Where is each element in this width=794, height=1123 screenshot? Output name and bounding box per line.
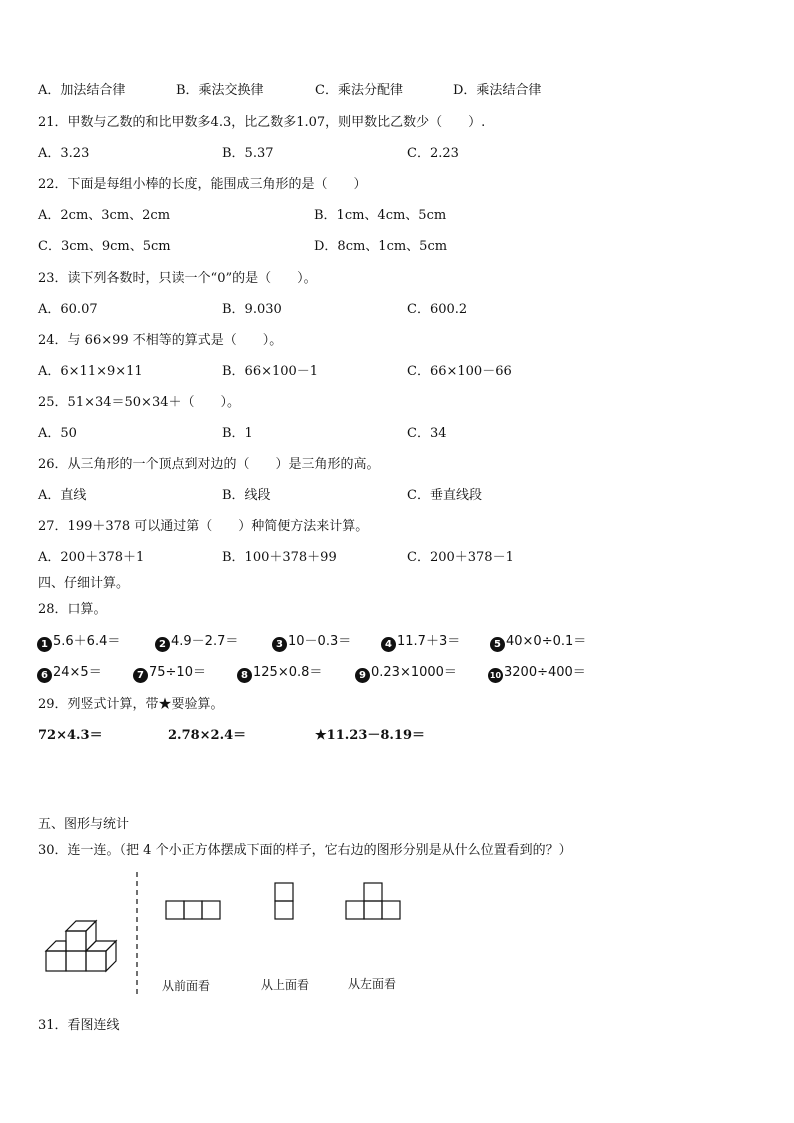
q28-expr-10: 3200÷400＝	[504, 665, 586, 680]
q29-stem: 29．列竖式计算，带★要验算。	[38, 697, 224, 712]
q21-option-c: C．2.23	[407, 146, 459, 161]
circled-number-8: 8	[237, 668, 252, 683]
q28-expr-3: 10－0.3＝	[288, 634, 352, 649]
q28-expr-6: 24×5＝	[53, 665, 102, 680]
circled-number-5: 5	[490, 637, 505, 652]
q28-item-7	[133, 664, 206, 683]
left-view-figure	[345, 882, 403, 922]
circled-number-10: 10	[488, 668, 503, 683]
q22-option-b: B．1cm、4cm、5cm	[314, 208, 447, 223]
q25-option-b: B．1	[222, 426, 253, 441]
section-4-heading: 四、仔细计算。	[38, 576, 130, 591]
label-top-view: 从上面看	[261, 978, 310, 992]
circled-number-9: 9	[355, 668, 370, 683]
q28-expr-9: 0.23×1000＝	[371, 665, 457, 680]
q25-option-c: C．34	[407, 426, 447, 441]
circled-number-4: 4	[381, 637, 396, 652]
q28-expr-7: 75÷10＝	[149, 665, 206, 680]
q31-stem: 31．看图连线	[38, 1018, 120, 1033]
q27-option-b: B．100＋378＋99	[222, 550, 337, 565]
q29-item-2: 2.78×2.4＝	[168, 728, 247, 743]
q28-item-9	[355, 664, 457, 683]
q28-expr-4: 11.7＋3＝	[397, 634, 461, 649]
q26-option-a: A．直线	[38, 488, 87, 503]
q23-option-b: B．9.030	[222, 302, 282, 317]
circled-number-3: 3	[272, 637, 287, 652]
q27-stem: 27．199＋378 可以通过第（ ）种简便方法来计算。	[38, 519, 369, 534]
circled-number-1: 1	[37, 637, 52, 652]
front-view-figure	[165, 900, 223, 922]
circled-number-6: 6	[37, 668, 52, 683]
q20-option-c: C．乘法分配律	[315, 83, 403, 98]
q28-item-2	[155, 633, 238, 652]
q28-stem: 28．口算。	[38, 602, 107, 617]
q24-option-b: B．66×100－1	[222, 364, 319, 379]
q28-item-8	[237, 664, 322, 683]
q25-option-a: A．50	[38, 426, 77, 441]
q20-option-d: D．乘法结合律	[453, 83, 542, 98]
q27-option-c: C．200＋378－1	[407, 550, 514, 565]
q28-item-6	[37, 664, 102, 683]
q25-stem: 25．51×34＝50×34＋（ ）。	[38, 395, 240, 410]
label-left-view: 从左面看	[348, 977, 397, 991]
q24-option-c: C．66×100－66	[407, 364, 512, 379]
q21-option-a: A．3.23	[38, 146, 90, 161]
circled-number-7: 7	[133, 668, 148, 683]
q30-stem: 30．连一连。（把 4 个小正方体摆成下面的样子，它右边的图形分别是从什么位置看到的？）	[38, 843, 572, 858]
q26-option-c: C．垂直线段	[407, 488, 482, 503]
section-5-heading: 五、图形与统计	[38, 817, 130, 832]
q28-expr-8: 125×0.8＝	[253, 665, 323, 680]
q23-option-a: A．60.07	[38, 302, 98, 317]
q22-option-c: C．3cm、9cm、5cm	[38, 239, 171, 254]
q20-option-b: B．乘法交换律	[176, 83, 264, 98]
q27-option-a: A．200＋378＋1	[38, 550, 145, 565]
top-view-figure	[274, 882, 296, 922]
q28-item-4	[381, 633, 460, 652]
q29-item-1: 72×4.3＝	[38, 728, 103, 743]
q22-option-a: A．2cm、3cm、2cm	[38, 208, 171, 223]
q28-item-3	[272, 633, 351, 652]
circled-number-2: 2	[155, 637, 170, 652]
q26-option-b: B．线段	[222, 488, 271, 503]
q21-option-b: B．5.37	[222, 146, 274, 161]
q24-stem: 24．与 66×99 不相等的算式是（ ）。	[38, 333, 283, 348]
q28-expr-5: 40×0÷0.1＝	[506, 634, 587, 649]
cube-stack-figure	[40, 912, 130, 982]
q23-option-c: C．600.2	[407, 302, 468, 317]
q28-expr-1: 5.6＋6.4＝	[53, 634, 121, 649]
label-front-view: 从前面看	[162, 979, 211, 993]
q23-stem: 23．读下列各数时，只读一个“0”的是（ ）。	[38, 271, 317, 286]
q29-item-3: ★11.23－8.19＝	[315, 728, 426, 743]
q24-option-a: A．6×11×9×11	[38, 364, 143, 379]
q22-stem: 22．下面是每组小棒的长度，能围成三角形的是（ ）	[38, 177, 367, 192]
q22-option-d: D．8cm、1cm、5cm	[314, 239, 448, 254]
q26-stem: 26．从三角形的一个顶点到对边的（ ）是三角形的高。	[38, 457, 380, 472]
q28-item-10	[488, 664, 586, 683]
q28-expr-2: 4.9－2.7＝	[171, 634, 239, 649]
q21-stem: 21．甲数与乙数的和比甲数多4.3，比乙数多1.07，则甲数比乙数少（ ）.	[38, 115, 486, 130]
dashed-divider	[134, 872, 140, 994]
q28-item-1	[37, 633, 120, 652]
q20-option-a: A．加法结合律	[38, 83, 126, 98]
q28-item-5	[490, 633, 586, 652]
